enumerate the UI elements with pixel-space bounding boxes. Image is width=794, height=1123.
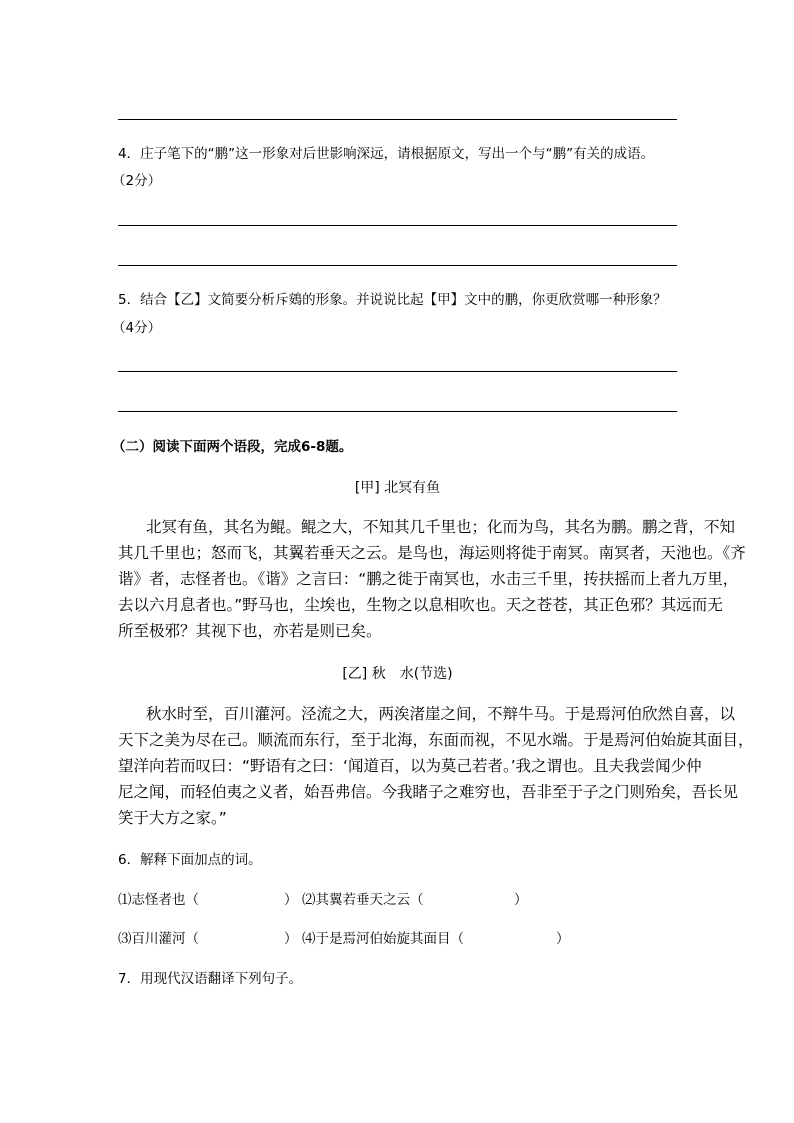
fill-item-2-label: ⑵其翼若垂天之云（ bbox=[302, 892, 424, 908]
passage-b-body bbox=[118, 701, 754, 831]
passage-a-title: [甲] 北冥有鱼 bbox=[354, 480, 441, 496]
passage-b-title: [乙] 秋 水(节选) bbox=[342, 666, 453, 682]
answer-line[interactable] bbox=[118, 371, 677, 372]
fill-item-4-close: ） bbox=[556, 931, 570, 947]
passage-b-line: 尼之闻，而轻伯夷之义者，始吾弗信。今我睹子之难穷也，吾非至于子之门则殆矣，吾长见 bbox=[118, 783, 739, 801]
passage-b-line: 天下之美为尽在己。顺流而东行，至于北海，东面而视，不见水端。于是焉河伯始旋其面目， bbox=[118, 731, 754, 749]
question-7-text: 7．用现代汉语翻译下列句子。 bbox=[118, 971, 303, 987]
fill-item-3-label: ⑶百川灌河（ bbox=[118, 931, 199, 947]
question-4-score: （2分） bbox=[112, 173, 162, 189]
passage-b-line: 秋水时至，百川灌河。泾流之大，两涘渚崖之间，不辩牛马。于是焉河伯欣然自喜，以 bbox=[146, 705, 736, 723]
passage-a-line: 北冥有鱼，其名为鲲。鲲之大，不知其几千里也；化而为鸟，其名为鹏。鹏之背，不知 bbox=[146, 518, 736, 536]
fill-item-3-close: ） bbox=[284, 931, 298, 947]
fill-item-1-close: ） bbox=[284, 892, 298, 908]
answer-line[interactable] bbox=[118, 411, 677, 412]
answer-line[interactable] bbox=[118, 265, 677, 266]
question-6-text: 6．解释下面加点的词。 bbox=[118, 852, 262, 868]
fill-item-2-close: ） bbox=[514, 892, 528, 908]
passage-a-line: 谐》者，志怪者也。《谐》之言曰：“鹏之徙于南冥也，水击三千里，抟扶摇而上者九万里， bbox=[118, 570, 739, 588]
passage-a-body bbox=[118, 514, 746, 644]
answer-line[interactable] bbox=[118, 225, 677, 226]
passage-a-line: 所至极邪？其视下也，亦若是则已矣。 bbox=[118, 622, 382, 640]
question-4-text: 4．庄子笔下的“鹏”这一形象对后世影响深远，请根据原文，写出一个与“鹏”有关的成语。 bbox=[118, 146, 655, 162]
answer-line[interactable] bbox=[118, 119, 677, 120]
passage-b-line: 笑于大方之家。” bbox=[118, 809, 227, 827]
passage-b-line: 望洋向若而叹曰：“野语有之曰：‘闻道百，以为莫己若者。’我之谓也。且夫我尝闻少仲 bbox=[118, 757, 702, 775]
fill-item-4-label: ⑷于是焉河伯始旋其面目（ bbox=[302, 931, 464, 947]
passage-a-line: 其几千里也；怒而飞，其翼若垂天之云。是鸟也，海运则将徙于南冥。南冥者，天池也。《齐 bbox=[118, 544, 746, 562]
section-heading: （二）阅读下面两个语段，完成6-8题。 bbox=[112, 439, 353, 455]
passage-a-line: 去以六月息者也。”野马也，尘埃也，生物之以息相吹也。天之苍苍，其正色邪？其远而无 bbox=[118, 596, 723, 614]
fill-item-1-label: ⑴志怪者也（ bbox=[118, 892, 199, 908]
question-5-text: 5．结合【乙】文简要分析斥鴳的形象。并说说比起【甲】文中的鹏，你更欣赏哪一种形象？ bbox=[118, 292, 667, 308]
question-5-score: （4分） bbox=[112, 320, 162, 336]
